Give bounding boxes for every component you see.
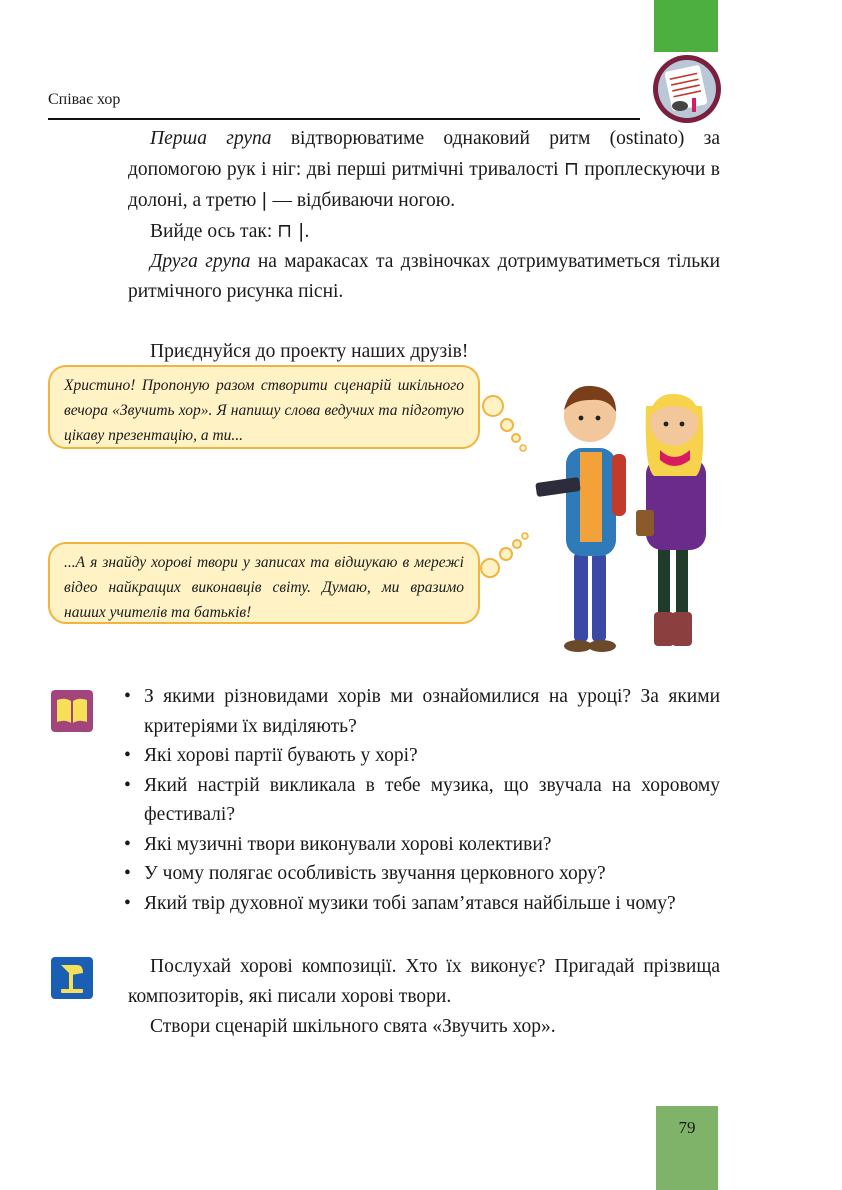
thought-dots — [476, 530, 532, 580]
list-item: • У чому полягає особливість звучання церковного хору? — [122, 859, 720, 889]
list-item: • Який твір духовної музики тобі запам’ятався найбільше і чому? — [122, 889, 720, 919]
girl-figure — [636, 394, 706, 646]
thought-dots — [478, 388, 530, 454]
list-item: • Які хорові партії бувають у хорі? — [122, 741, 720, 771]
lamp-icon — [51, 957, 93, 999]
rhythm-pattern-symbol: ⊓ | — [277, 220, 305, 242]
list-item: • Який настрій викликала в тебе музика, що звучала на хоровому фестивалі? — [122, 771, 720, 830]
paragraph-first-group: Перша група відтворюватиме однаковий ритм (ostinato) за допомогою рук і ніг: дві перші ритмічні тривалості ⊓ проплескуючи в долоні, а третю | — відбиваючи ногою. — [128, 128, 720, 211]
rhythm-two-eighths-symbol: ⊓ — [564, 158, 579, 180]
speech-bubble-boy: Христино! Пропоную разом створити сценарій шкільного вечора «Звучить хор». Я напишу слова ведучих та підготую цікаву презентацію, а ти... — [48, 365, 480, 449]
paragraph-join: Приєднуйся до проекту наших друзів! — [150, 341, 469, 362]
top-color-tab — [654, 0, 718, 52]
tasks-text — [128, 952, 720, 1042]
list-item: • Які музичні твори виконували хорові колективи? — [122, 830, 720, 860]
music-notes-icon — [652, 54, 722, 124]
paragraph-result: Вийде ось так: ⊓ |. — [150, 220, 310, 242]
task-listen: Послухай хорові композиції. Хто їх виконує? Пригадай прізвища композиторів, які писали хорові твори. — [128, 956, 720, 1007]
book-icon — [51, 690, 93, 732]
questions-list — [122, 682, 720, 918]
page-number-box — [656, 1106, 718, 1190]
intro-text — [128, 124, 720, 367]
chapter-title: Співає хор — [48, 91, 121, 108]
boy-figure — [535, 386, 626, 652]
rhythm-quarter-symbol: | — [261, 189, 268, 211]
page-number: 79 — [678, 1118, 696, 1137]
task-scenario: Створи сценарій шкільного свята «Звучить хор». — [150, 1016, 556, 1037]
paragraph-second-group: Друга група на маракасах та дзвіночках дотримуватиметься тільки ритмічного рисунка пісні. — [128, 251, 721, 302]
header-rule — [48, 118, 640, 120]
list-item: • З якими різновидами хорів ми ознайомилися на уроці? За якими критеріями їх виділяють? — [122, 682, 720, 741]
speech-bubble-girl: ...А я знайду хорові твори у записах та відшукаю в мережі відео найкращих виконавців світу. Думаю, ми вразимо наших учителів та батьків! — [48, 542, 480, 624]
children-illustration — [530, 372, 730, 662]
